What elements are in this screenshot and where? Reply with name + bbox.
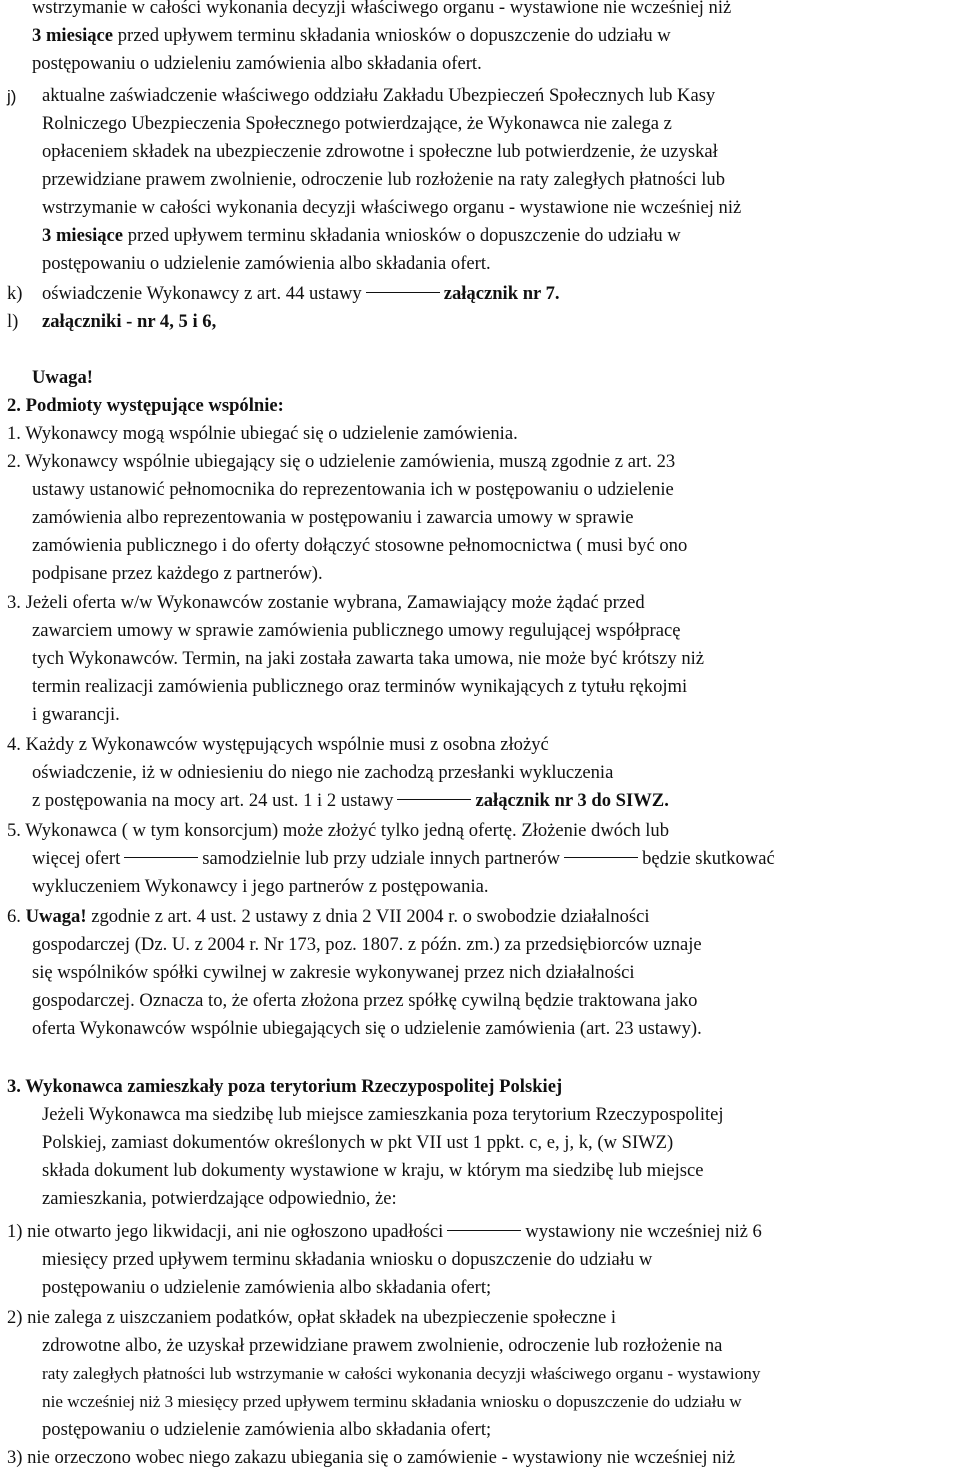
text-line: postępowaniu o udzielenie zamówienia albo składania ofert; [42, 1277, 492, 1298]
text-line: 3) nie orzeczono wobec niego zakazu ubiegania się o zamówienie - wystawiony nie wcześniej niż [7, 1447, 735, 1468]
text-line: 5. Wykonawca ( w tym konsorcjum) może złożyć tylko jedną ofertę. Złożenie dwóch lub [7, 820, 670, 841]
text-line: oferta Wykonawców wspólnie ubiegających się o udzielenie zamówienia (art. 23 ustawy). [32, 1018, 702, 1039]
text-line: nie wcześniej niż 3 miesięcy przed upływem terminu składania wniosku o dopuszczenie do udziału w [42, 1392, 742, 1411]
section-heading: 2. Podmioty występujące wspólnie: [7, 395, 284, 416]
note-heading: Uwaga! [32, 367, 93, 388]
dash-line [564, 857, 638, 858]
text-line: wstrzymanie w całości wykonania decyzji właściwego organu - wystawione nie wcześniej niż [42, 197, 742, 218]
text-line: zamówienia albo reprezentowania w postępowaniu i zawarcia umowy w sprawie [32, 507, 634, 528]
text-line: z postępowania na mocy art. 24 ust. 1 i 2 ustawy załącznik nr 3 do SIWZ. [32, 790, 669, 811]
section-heading: 3. Wykonawca zamieszkały poza terytorium Rzeczypospolitej Polskiej [7, 1076, 563, 1097]
text-line: 1) nie otwarto jego likwidacji, ani nie ogłoszono upadłości wystawiony nie wcześniej niż 6 [7, 1221, 762, 1242]
text-line: oświadczenie, iż w odniesieniu do niego nie zachodzą przesłanki wykluczenia [32, 762, 614, 783]
text-line: 3. Jeżeli oferta w/w Wykonawców zostanie wybrana, Zamawiający może żądać przed [7, 592, 645, 613]
text-line: się wspólników spółki cywilnej w zakresie wykonywanej przez nich działalności [32, 962, 635, 983]
text-line: miesięcy przed upływem terminu składania wniosku o dopuszczenie do udziału w [42, 1249, 653, 1270]
list-marker: l) [7, 311, 19, 332]
text-line: postępowaniu o udzieleniu zamówienia albo składania ofert. [32, 53, 482, 74]
text-line: 3 miesiące przed upływem terminu składania wniosków o dopuszczenie do udziału w [42, 225, 681, 246]
text-line: wstrzymanie w całości wykonania decyzji właściwego organu - wystawione nie wcześniej niż [32, 0, 732, 18]
text-line: postępowaniu o udzielenie zamówienia albo składania ofert. [42, 253, 491, 274]
text-line: oświadczenie Wykonawcy z art. 44 ustawy załącznik nr 7. [42, 283, 560, 304]
text-line: zamieszkania, potwierdzające odpowiednio, że: [42, 1188, 397, 1209]
text-line: 1. Wykonawcy mogą wspólnie ubiegać się o udzielenie zamówienia. [7, 423, 518, 444]
text-line: raty zaległych płatności lub wstrzymanie w całości wykonania decyzji właściwego organu - wystawiony [42, 1364, 761, 1383]
list-marker: j) [7, 87, 17, 106]
text-line: więcej ofert samodzielnie lub przy udziale innych partnerów będzie skutkować [32, 848, 775, 869]
text-line: gospodarczej (Dz. U. z 2004 r. Nr 173, poz. 1807. z późn. zm.) za przedsiębiorców uznaje [32, 934, 702, 955]
text-line: Rolniczego Ubezpieczenia Społecznego potwierdzające, że Wykonawca nie zalega z [42, 113, 672, 134]
text-line: postępowaniu o udzielenie zamówienia albo składania ofert; [42, 1419, 492, 1440]
text-line: 2. Wykonawcy wspólnie ubiegający się o udzielenie zamówienia, muszą zgodnie z art. 23 [7, 451, 676, 472]
text-line: 4. Każdy z Wykonawców występujących wspólnie musi z osobna złożyć [7, 734, 549, 755]
dash-line [366, 292, 440, 293]
dash-line [124, 857, 198, 858]
text-line: opłaceniem składek na ubezpieczenie zdrowotne i społeczne lub potwierdzenie, że uzyskał [42, 141, 718, 162]
text-line: termin realizacji zamówienia publicznego oraz terminów wynikających z tytułu rękojmi [32, 676, 688, 697]
text-line: załączniki - nr 4, 5 i 6, [42, 311, 217, 332]
text-line: wykluczeniem Wykonawcy i jego partnerów z postępowania. [32, 876, 489, 897]
text-line: i gwarancji. [32, 704, 120, 725]
text-line: podpisane przez każdego z partnerów). [32, 563, 323, 584]
text-line: składa dokument lub dokumenty wystawione w kraju, w którym ma siedzibę lub miejsce [42, 1160, 704, 1181]
text-line: aktualne zaświadczenie właściwego oddziału Zakładu Ubezpieczeń Społecznych lub Kasy [42, 85, 716, 106]
text-line: zdrowotne albo, że uzyskał przewidziane prawem zwolnienie, odroczenie lub rozłożenie na [42, 1335, 723, 1356]
text-line: Polskiej, zamiast dokumentów określonych w pkt VII ust 1 ppkt. c, e, j, k, (w SIWZ) [42, 1132, 674, 1153]
text-line: 6. Uwaga! zgodnie z art. 4 ust. 2 ustawy z dnia 2 VII 2004 r. o swobodzie działalności [7, 906, 650, 927]
dash-line [397, 799, 471, 800]
text-line: Jeżeli Wykonawca ma siedzibę lub miejsce zamieszkania poza terytorium Rzeczypospolitej [42, 1104, 724, 1125]
text-line: ustawy ustanowić pełnomocnika do reprezentowania ich w postępowaniu o udzielenie [32, 479, 674, 500]
text-line: gospodarczej. Oznacza to, że oferta złożona przez spółkę cywilną będzie traktowana jako [32, 990, 698, 1011]
text-line: 2) nie zalega z uiszczaniem podatków, opłat składek na ubezpieczenie społeczne i [7, 1307, 617, 1328]
text-line: tych Wykonawców. Termin, na jaki została zawarta taka umowa, nie może być krótszy niż [32, 648, 705, 669]
text-line: przewidziane prawem zwolnienie, odroczenie lub rozłożenie na raty zaległych płatności lub [42, 169, 726, 190]
text-line: 3 miesiące przed upływem terminu składania wniosków o dopuszczenie do udziału w [32, 25, 671, 46]
text-line: zamówienia publicznego i do oferty dołączyć stosowne pełnomocnictwa ( musi być ono [32, 535, 688, 556]
list-marker: k) [7, 283, 23, 304]
dash-line [447, 1230, 521, 1231]
text-line: zawarciem umowy w sprawie zamówienia publicznego umowy regulującej współpracę [32, 620, 681, 641]
